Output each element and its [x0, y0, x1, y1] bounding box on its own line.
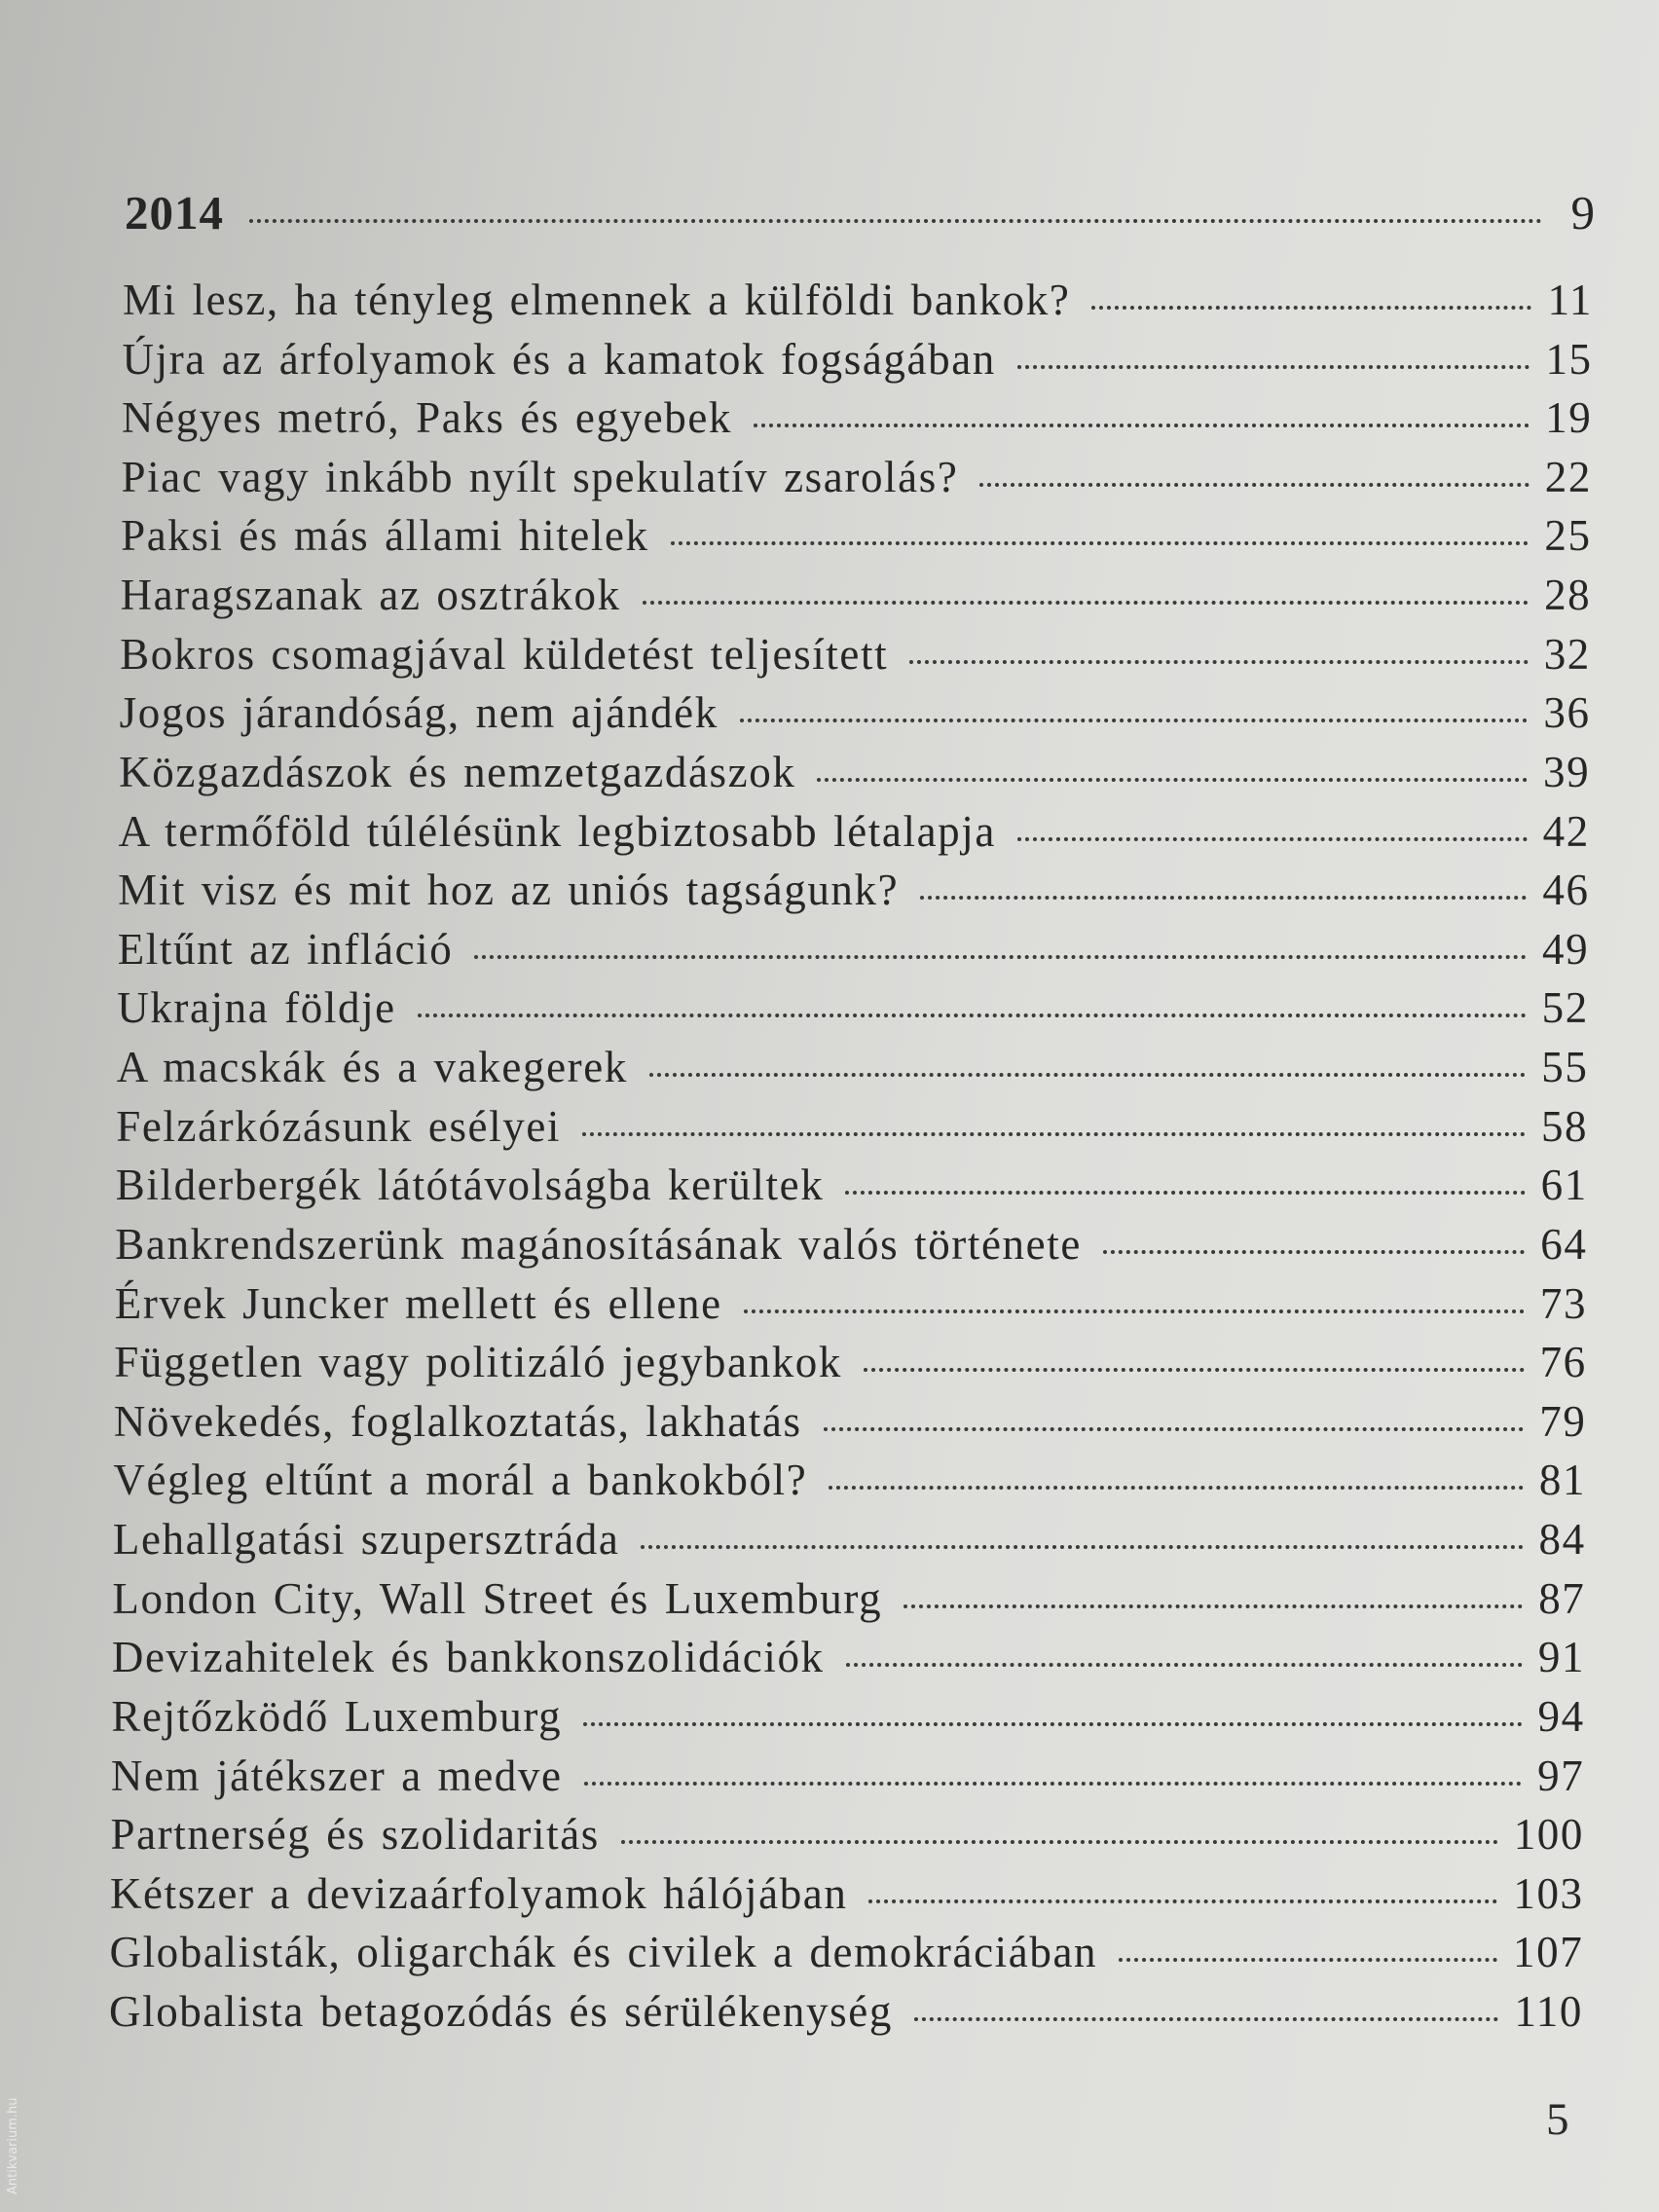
entry-title: Globalista betagozódás és sérülékenység [109, 1987, 893, 2036]
toc-entry [119, 747, 1590, 805]
toc-entry [109, 1927, 1583, 1985]
entry-page: 15 [1545, 334, 1593, 384]
entry-title: Ukrajna földje [117, 983, 396, 1033]
toc-entry [118, 924, 1590, 982]
toc-entry [119, 806, 1590, 865]
entry-page: 94 [1537, 1691, 1585, 1741]
entry-page: 42 [1542, 806, 1590, 856]
toc-entry [120, 687, 1591, 746]
toc-entry [115, 1219, 1587, 1277]
entry-title: A termőföld túlélésünk legbiztosabb létalapja [118, 806, 996, 856]
entry-title: Kétszer a devizaárfolyamok hálójában [109, 1868, 848, 1918]
entry-page: 55 [1541, 1043, 1589, 1092]
toc-entry [123, 334, 1593, 392]
entry-page: 97 [1537, 1751, 1585, 1800]
entry-title: Felzárkózásunk esélyei [116, 1101, 562, 1151]
entry-title: Bilderbergék látótávolságba kerültek [115, 1161, 825, 1210]
entry-page: 81 [1538, 1456, 1587, 1505]
entry-title: Globalisták, oligarchák és civilek a demokráciában [109, 1928, 1098, 1977]
dot-leader [584, 1782, 1523, 1786]
entry-page: 91 [1537, 1633, 1586, 1682]
toc-entry [121, 570, 1592, 628]
dot-leader [1017, 365, 1530, 369]
dot-leader [914, 2017, 1498, 2021]
entry-title: London City, Wall Street és Luxemburg [112, 1573, 883, 1623]
dot-leader [845, 1191, 1525, 1195]
entry-title: Érvek Juncker mellett és ellene [114, 1278, 722, 1328]
entry-page: 103 [1513, 1868, 1584, 1918]
entry-page: 52 [1541, 983, 1589, 1033]
entry-title: Paksi és más állami hitelek [121, 511, 649, 561]
dot-leader [754, 424, 1530, 427]
toc-entry [122, 392, 1592, 451]
dot-leader [868, 1899, 1497, 1903]
entry-title: Devizahitelek és bankkonszolidációk [111, 1633, 825, 1682]
entry-title: Piac vagy inkább nyílt spekulatív zsarolás? [121, 452, 959, 501]
entry-page: 79 [1539, 1396, 1587, 1446]
entry-title: Bokros csomagjával küldetést teljesített [120, 629, 889, 679]
dot-leader [1017, 837, 1528, 841]
entry-page: 39 [1543, 747, 1591, 796]
entry-page: 84 [1538, 1515, 1586, 1565]
toc-entry [120, 629, 1591, 687]
toc-entry [115, 1278, 1587, 1337]
entry-title: Mit visz és mit hoz az uniós tagságunk? [118, 866, 900, 915]
toc-entry [110, 1868, 1584, 1927]
section-page: 9 [1570, 186, 1595, 240]
dot-leader [909, 660, 1529, 664]
entry-page: 19 [1545, 393, 1593, 443]
toc-entry [111, 1751, 1584, 1809]
entry-title: Eltűnt az infláció [117, 924, 454, 974]
entry-page: 76 [1539, 1338, 1587, 1387]
entry-title: Haragszanak az osztrákok [120, 571, 621, 620]
entry-title: Közgazdászok és nemzetgazdászok [119, 747, 796, 796]
entry-page: 110 [1514, 1987, 1583, 2036]
entry-page: 11 [1547, 276, 1593, 324]
dot-leader [920, 896, 1527, 900]
dot-leader [643, 601, 1529, 605]
entry-page: 46 [1542, 866, 1590, 915]
entry-page: 25 [1544, 511, 1592, 561]
dot-leader [829, 1486, 1524, 1490]
toc-entry [121, 510, 1592, 569]
dot-leader [979, 483, 1529, 487]
dot-leader [817, 778, 1528, 782]
entry-title: Növekedés, foglalkoztatás, lakhatás [113, 1396, 802, 1446]
toc-entry [118, 865, 1589, 923]
entry-page: 36 [1543, 688, 1591, 738]
toc-entry [116, 1101, 1588, 1160]
dot-leader [1091, 306, 1531, 310]
entry-title: Jogos járandóság, nem ajándék [119, 688, 719, 738]
toc-entry [112, 1632, 1585, 1690]
entry-page: 64 [1540, 1219, 1588, 1269]
toc-entry [110, 1809, 1584, 1867]
dot-leader [621, 1840, 1498, 1844]
dot-leader [846, 1663, 1523, 1667]
toc-entry [122, 452, 1592, 510]
toc-entry [113, 1514, 1586, 1572]
entry-page: 61 [1540, 1161, 1588, 1210]
section-year: 2014 [125, 186, 224, 240]
entry-title: Négyes metró, Paks és egyebek [122, 393, 733, 443]
dot-leader [824, 1427, 1525, 1431]
dot-leader [1103, 1250, 1525, 1254]
entry-page: 58 [1540, 1101, 1589, 1151]
toc-entry [117, 982, 1589, 1041]
entry-title: Rejtőzködő Luxemburg [111, 1691, 563, 1741]
dot-leader [903, 1604, 1523, 1608]
entry-title: Újra az árfolyamok és a kamatok fogságában [122, 334, 996, 384]
dot-leader [582, 1132, 1526, 1136]
entry-title: A macskák és a vakegerek [116, 1043, 628, 1092]
toc-entry [123, 275, 1593, 333]
entry-title: Nem játékszer a medve [110, 1751, 563, 1800]
toc-entry [113, 1455, 1586, 1513]
toc-entry [111, 1691, 1584, 1750]
dot-leader [474, 955, 1527, 959]
dot-leader [1119, 1958, 1497, 1962]
watermark-text: Antikvarium.hu [6, 2097, 20, 2194]
dot-leader [418, 1014, 1527, 1017]
entry-page: 49 [1542, 924, 1590, 974]
toc-entry [114, 1337, 1586, 1395]
entry-page: 28 [1544, 571, 1592, 620]
entry-page: 87 [1538, 1573, 1586, 1623]
toc-entry [117, 1042, 1589, 1100]
toc-entry [109, 1986, 1583, 2045]
dot-leader [671, 541, 1530, 545]
entry-page: 73 [1539, 1278, 1588, 1328]
entry-title: Partnerség és szolidaritás [110, 1810, 600, 1860]
entry-page: 107 [1513, 1928, 1584, 1977]
entry-title: Lehallgatási szupersztráda [112, 1515, 620, 1565]
entry-page: 32 [1543, 629, 1591, 679]
dot-leader [641, 1545, 1523, 1549]
dot-leader [864, 1368, 1525, 1372]
entry-title: Végleg eltűnt a morál a bankokból? [113, 1456, 808, 1505]
toc-entry [112, 1573, 1585, 1632]
entry-title: Mi lesz, ha tényleg elmennek a külföldi bankok? [123, 276, 1071, 324]
page-number: 5 [1546, 2094, 1569, 2145]
dot-leader [583, 1722, 1522, 1726]
dot-leader [649, 1073, 1526, 1077]
toc-entry [114, 1396, 1587, 1455]
entry-page: 100 [1513, 1810, 1585, 1860]
dot-leader [740, 719, 1529, 722]
entry-title: Bankrendszerünk magánosításának valós története [115, 1219, 1082, 1269]
toc-entry [116, 1160, 1588, 1218]
dot-leader [744, 1309, 1525, 1313]
entry-page: 22 [1544, 452, 1592, 501]
entry-title: Független vagy politizáló jegybankok [114, 1338, 843, 1387]
